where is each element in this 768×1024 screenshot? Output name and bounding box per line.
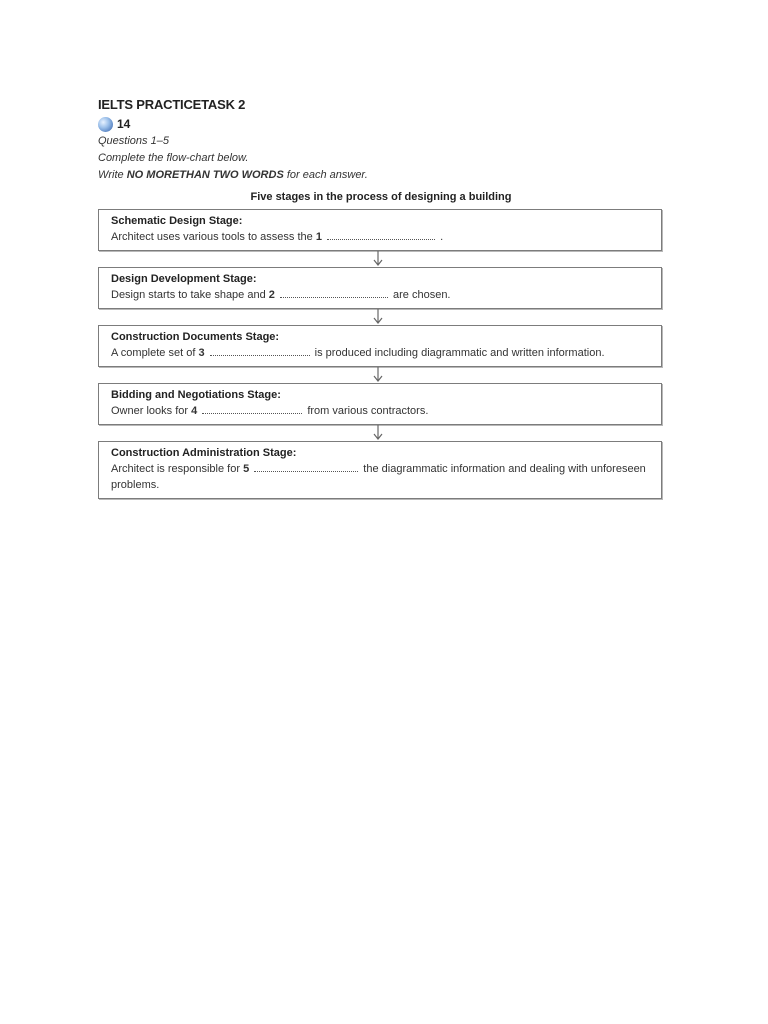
stage-text-after: from various contractors. bbox=[304, 405, 429, 417]
stage-name: Bidding and Negotiations Stage: bbox=[111, 389, 281, 401]
flow-arrow bbox=[98, 251, 664, 267]
stage-name: Design Development Stage: bbox=[111, 273, 257, 285]
answer-blank-2[interactable] bbox=[280, 289, 388, 298]
stage-text-after: . bbox=[437, 231, 444, 243]
instructions bbox=[98, 133, 664, 184]
arrow-down-icon bbox=[372, 251, 384, 267]
instruction-line-2 bbox=[98, 167, 664, 184]
stage-box bbox=[98, 383, 662, 425]
instruction-prefix: Write bbox=[98, 169, 127, 181]
answer-blank-3[interactable] bbox=[210, 347, 310, 356]
stage-text-before: A complete set of bbox=[111, 347, 199, 359]
stage-text-before: Design starts to take shape and bbox=[111, 289, 269, 301]
stage-description bbox=[111, 403, 649, 419]
track-number: 14 bbox=[117, 117, 131, 131]
gap-number: 2 bbox=[268, 289, 275, 301]
answer-blank-4[interactable] bbox=[202, 405, 302, 414]
stage-text-before: Architect uses various tools to assess the bbox=[111, 231, 316, 243]
stage-box bbox=[98, 325, 662, 367]
gap-number: 5 bbox=[243, 463, 250, 475]
flowchart-title: Five stages in the process of designing a building bbox=[250, 191, 512, 203]
word-limit: NO MORETHAN TWO WORDS bbox=[126, 169, 284, 181]
arrow-down-icon bbox=[372, 425, 384, 441]
practice-sheet bbox=[98, 96, 664, 499]
stage-box bbox=[98, 441, 662, 499]
flow-arrow bbox=[98, 425, 664, 441]
stage-box bbox=[98, 209, 662, 251]
stage-description bbox=[111, 229, 649, 245]
stage-description bbox=[111, 287, 649, 303]
gap-number: 1 bbox=[315, 231, 322, 243]
cd-audio-icon bbox=[98, 117, 113, 132]
flow-arrow bbox=[98, 309, 664, 325]
instruction-line-1: Complete the flow-chart below. bbox=[98, 152, 249, 164]
gap-number: 3 bbox=[198, 347, 205, 359]
task-title: IELTS PRACTICETASK 2 bbox=[98, 97, 246, 112]
questions-range: Questions 1–5 bbox=[98, 135, 169, 147]
stage-text-after: is produced including diagrammatic and written information. bbox=[311, 347, 605, 359]
arrow-down-icon bbox=[372, 367, 384, 383]
stage-text-before: Architect is responsible for bbox=[111, 463, 244, 475]
flowchart bbox=[98, 209, 664, 499]
flow-arrow bbox=[98, 367, 664, 383]
gap-number: 4 bbox=[191, 405, 198, 417]
stage-box bbox=[98, 267, 662, 309]
stage-text-before: Owner looks for bbox=[111, 405, 192, 417]
stage-description bbox=[111, 345, 649, 361]
stage-text-after: the diagrammatic information and dealing with unforeseen problems. bbox=[111, 463, 646, 491]
stage-name: Construction Documents Stage: bbox=[111, 331, 280, 343]
stage-name: Construction Administration Stage: bbox=[111, 447, 297, 459]
stage-description bbox=[111, 461, 649, 493]
audio-track bbox=[98, 115, 664, 133]
arrow-down-icon bbox=[372, 309, 384, 325]
stage-name: Schematic Design Stage: bbox=[111, 215, 243, 227]
stage-text-after: are chosen. bbox=[389, 289, 451, 301]
answer-blank-1[interactable] bbox=[327, 231, 435, 240]
instruction-suffix: for each answer. bbox=[283, 169, 368, 181]
answer-blank-5[interactable] bbox=[254, 463, 358, 472]
